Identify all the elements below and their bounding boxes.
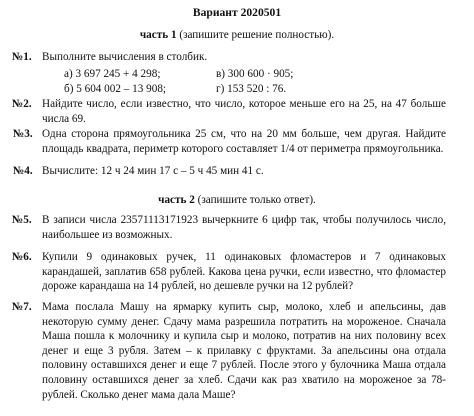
task-5-number: №5. [12, 214, 32, 226]
part1-note: (запишите решение полностью). [179, 29, 335, 41]
task-1 [12, 50, 446, 65]
variant-title: Вариант 2020501 [192, 6, 282, 19]
task-7-text: Мама послала Машу на ярмарку купить сыр, молоко, хлеб и апельсины, дав некоторую сумму денег. Сдачу мама разрешила потратить на мороженое. Сначала Маша пошла к молочнику и купила сыр и молоко, потратив на них половину всех денег и еще 3 рубля. Затем – к прилавку с фруктами. За апельсины она отдала половину оставшихся денег и еще 7 рублей. После этого у булочника Маша отдала половину оставшихся денег за хлеб. Сдачи как раз хватило на мороженое за 78-рублей. Сколько денег мама дала Маше? [42, 301, 446, 401]
task-1-item-g: г) 153 520 : 76. [216, 83, 287, 95]
part2-note: (запишите только ответ). [197, 194, 316, 206]
task-6-number: №6. [12, 251, 32, 263]
task-6 [12, 250, 446, 294]
task-5-text: В записи числа 23571113171923 вычеркните 6 цифр так, чтобы получилось число, наибольшее из возможных. [42, 214, 446, 241]
task-5 [12, 213, 446, 242]
part2-label: часть 2 [158, 194, 195, 206]
task-3-text: Одна сторона прямоугольника 25 см, что на 20 мм больше, чем другая. Найдите площадь квадрата, периметр которого составляет 1/4 от периметра прямоугольника. [42, 128, 446, 155]
task-4-text: Вычислите: 12 ч 24 мин 17 с – 5 ч 45 мин 41 с. [42, 165, 264, 177]
task-3-number: №3. [13, 128, 33, 140]
task-6-text: Купили 9 одинаковых ручек, 11 одинаковых фломастеров и 7 одинаковых карандашей, заплатив 658 рублей. Какова цена ручки, если известно, что фломастер дороже карандаша на 14 рублей, но дешевле ручки на 12 рублей? [42, 251, 446, 293]
task-2 [12, 97, 446, 126]
task-7 [12, 300, 446, 402]
task-2-number: №2. [12, 98, 32, 110]
part1-label: часть 1 [139, 29, 177, 41]
part1-heading [0, 28, 474, 43]
part2-heading [0, 193, 474, 208]
task-1-item-b: б) 5 604 002 – 13 908; [64, 83, 167, 95]
task-3 [13, 127, 446, 156]
task-4-number: №4. [13, 165, 33, 177]
task-1-number: №1. [12, 51, 32, 63]
task-4 [13, 164, 446, 179]
task-1-item-v: в) 300 600 · 905; [216, 68, 294, 80]
task-2-text: Найдите число, если известно, что число, которое меньше его на 25, на 47 больше числа 69. [42, 98, 446, 125]
task-7-number: №7. [12, 301, 32, 313]
task-1-item-a: а) 3 697 245 + 4 298; [64, 68, 161, 80]
task-1-text: Выполните вычисления в столбик. [42, 51, 208, 63]
